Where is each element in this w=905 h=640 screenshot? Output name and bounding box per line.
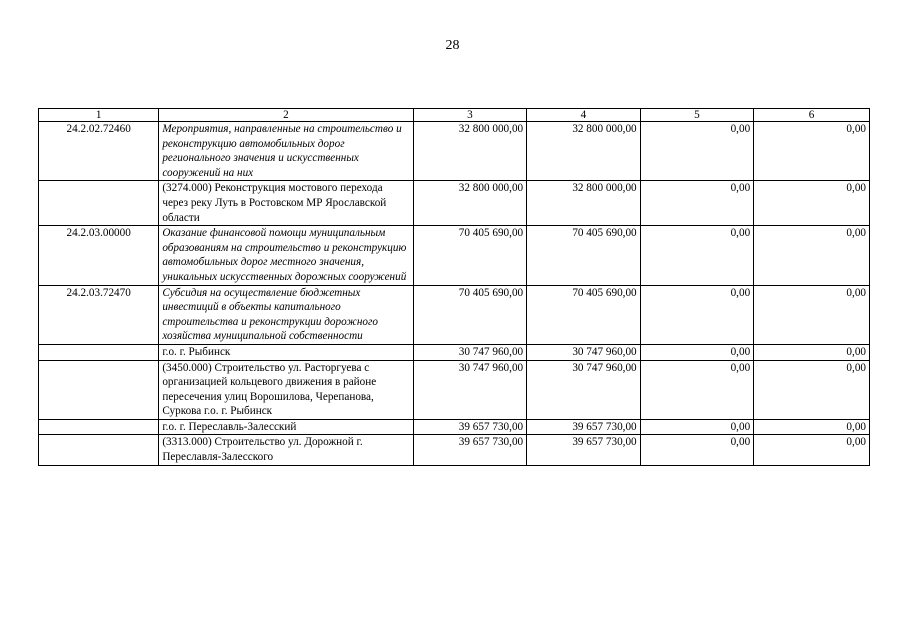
cell-name: г.о. г. Рыбинск bbox=[159, 344, 413, 360]
table-row bbox=[39, 122, 870, 181]
table-row bbox=[39, 419, 870, 435]
cell-col-6: 0,00 bbox=[754, 344, 870, 360]
cell-col-6: 0,00 bbox=[754, 226, 870, 285]
cell-col-6: 0,00 bbox=[754, 122, 870, 181]
cell-col-4: 39 657 730,00 bbox=[527, 435, 641, 465]
cell-col-5: 0,00 bbox=[640, 285, 754, 344]
header-col-4: 4 bbox=[527, 109, 641, 122]
cell-name: (3450.000) Строительство ул. Расторгуева с организацией кольцевого движения в районе пересечения улиц Ворошилова, Черепанова, Суркова г.о. г. Рыбинск bbox=[159, 360, 413, 419]
header-col-2: 2 bbox=[159, 109, 413, 122]
table-body bbox=[39, 122, 870, 466]
cell-col-5: 0,00 bbox=[640, 344, 754, 360]
cell-col-3: 39 657 730,00 bbox=[413, 435, 527, 465]
cell-col-3: 39 657 730,00 bbox=[413, 419, 527, 435]
cell-col-6: 0,00 bbox=[754, 285, 870, 344]
cell-name: г.о. г. Переславль-Залесский bbox=[159, 419, 413, 435]
header-row bbox=[39, 109, 870, 122]
cell-code bbox=[39, 435, 159, 465]
cell-col-3: 32 800 000,00 bbox=[413, 122, 527, 181]
cell-col-4: 32 800 000,00 bbox=[527, 122, 641, 181]
cell-col-5: 0,00 bbox=[640, 360, 754, 419]
table-row bbox=[39, 285, 870, 344]
cell-col-4: 39 657 730,00 bbox=[527, 419, 641, 435]
cell-code: 24.2.03.72470 bbox=[39, 285, 159, 344]
table-row bbox=[39, 344, 870, 360]
cell-col-4: 70 405 690,00 bbox=[527, 226, 641, 285]
cell-col-3: 70 405 690,00 bbox=[413, 226, 527, 285]
header-col-5: 5 bbox=[640, 109, 754, 122]
cell-name: (3274.000) Реконструкция мостового перехода через реку Луть в Ростовском МР Ярославской области bbox=[159, 181, 413, 226]
table-row bbox=[39, 360, 870, 419]
table-row bbox=[39, 226, 870, 285]
cell-col-3: 30 747 960,00 bbox=[413, 360, 527, 419]
cell-col-4: 30 747 960,00 bbox=[527, 344, 641, 360]
cell-code bbox=[39, 360, 159, 419]
budget-table bbox=[38, 108, 870, 466]
cell-col-5: 0,00 bbox=[640, 419, 754, 435]
cell-name: Субсидия на осуществление бюджетных инвестиций в объекты капитального строительства и реконструкции дорожного хозяйства муниципальной собственности bbox=[159, 285, 413, 344]
cell-col-6: 0,00 bbox=[754, 435, 870, 465]
cell-col-3: 30 747 960,00 bbox=[413, 344, 527, 360]
header-col-3: 3 bbox=[413, 109, 527, 122]
cell-col-5: 0,00 bbox=[640, 435, 754, 465]
cell-col-6: 0,00 bbox=[754, 419, 870, 435]
cell-col-4: 32 800 000,00 bbox=[527, 181, 641, 226]
cell-col-5: 0,00 bbox=[640, 226, 754, 285]
table-row bbox=[39, 181, 870, 226]
cell-col-6: 0,00 bbox=[754, 181, 870, 226]
header-col-1: 1 bbox=[39, 109, 159, 122]
cell-col-3: 70 405 690,00 bbox=[413, 285, 527, 344]
cell-name: (3313.000) Строительство ул. Дорожной г. Переславля-Залесского bbox=[159, 435, 413, 465]
cell-col-3: 32 800 000,00 bbox=[413, 181, 527, 226]
page-number: 28 bbox=[445, 38, 460, 53]
cell-name: Мероприятия, направленные на строительство и реконструкцию автомобильных дорог регионального значения и искусственных сооружений на них bbox=[159, 122, 413, 181]
table-row bbox=[39, 435, 870, 465]
cell-col-4: 30 747 960,00 bbox=[527, 360, 641, 419]
cell-col-5: 0,00 bbox=[640, 122, 754, 181]
cell-code bbox=[39, 419, 159, 435]
cell-code: 24.2.02.72460 bbox=[39, 122, 159, 181]
cell-name: Оказание финансовой помощи муниципальным образованиям на строительство и реконструкцию автомобильных дорог местного значения, уникальных искусственных дорожных сооружений bbox=[159, 226, 413, 285]
cell-col-4: 70 405 690,00 bbox=[527, 285, 641, 344]
cell-col-6: 0,00 bbox=[754, 360, 870, 419]
cell-col-5: 0,00 bbox=[640, 181, 754, 226]
cell-code: 24.2.03.00000 bbox=[39, 226, 159, 285]
cell-code bbox=[39, 181, 159, 226]
header-col-6: 6 bbox=[754, 109, 870, 122]
cell-code bbox=[39, 344, 159, 360]
